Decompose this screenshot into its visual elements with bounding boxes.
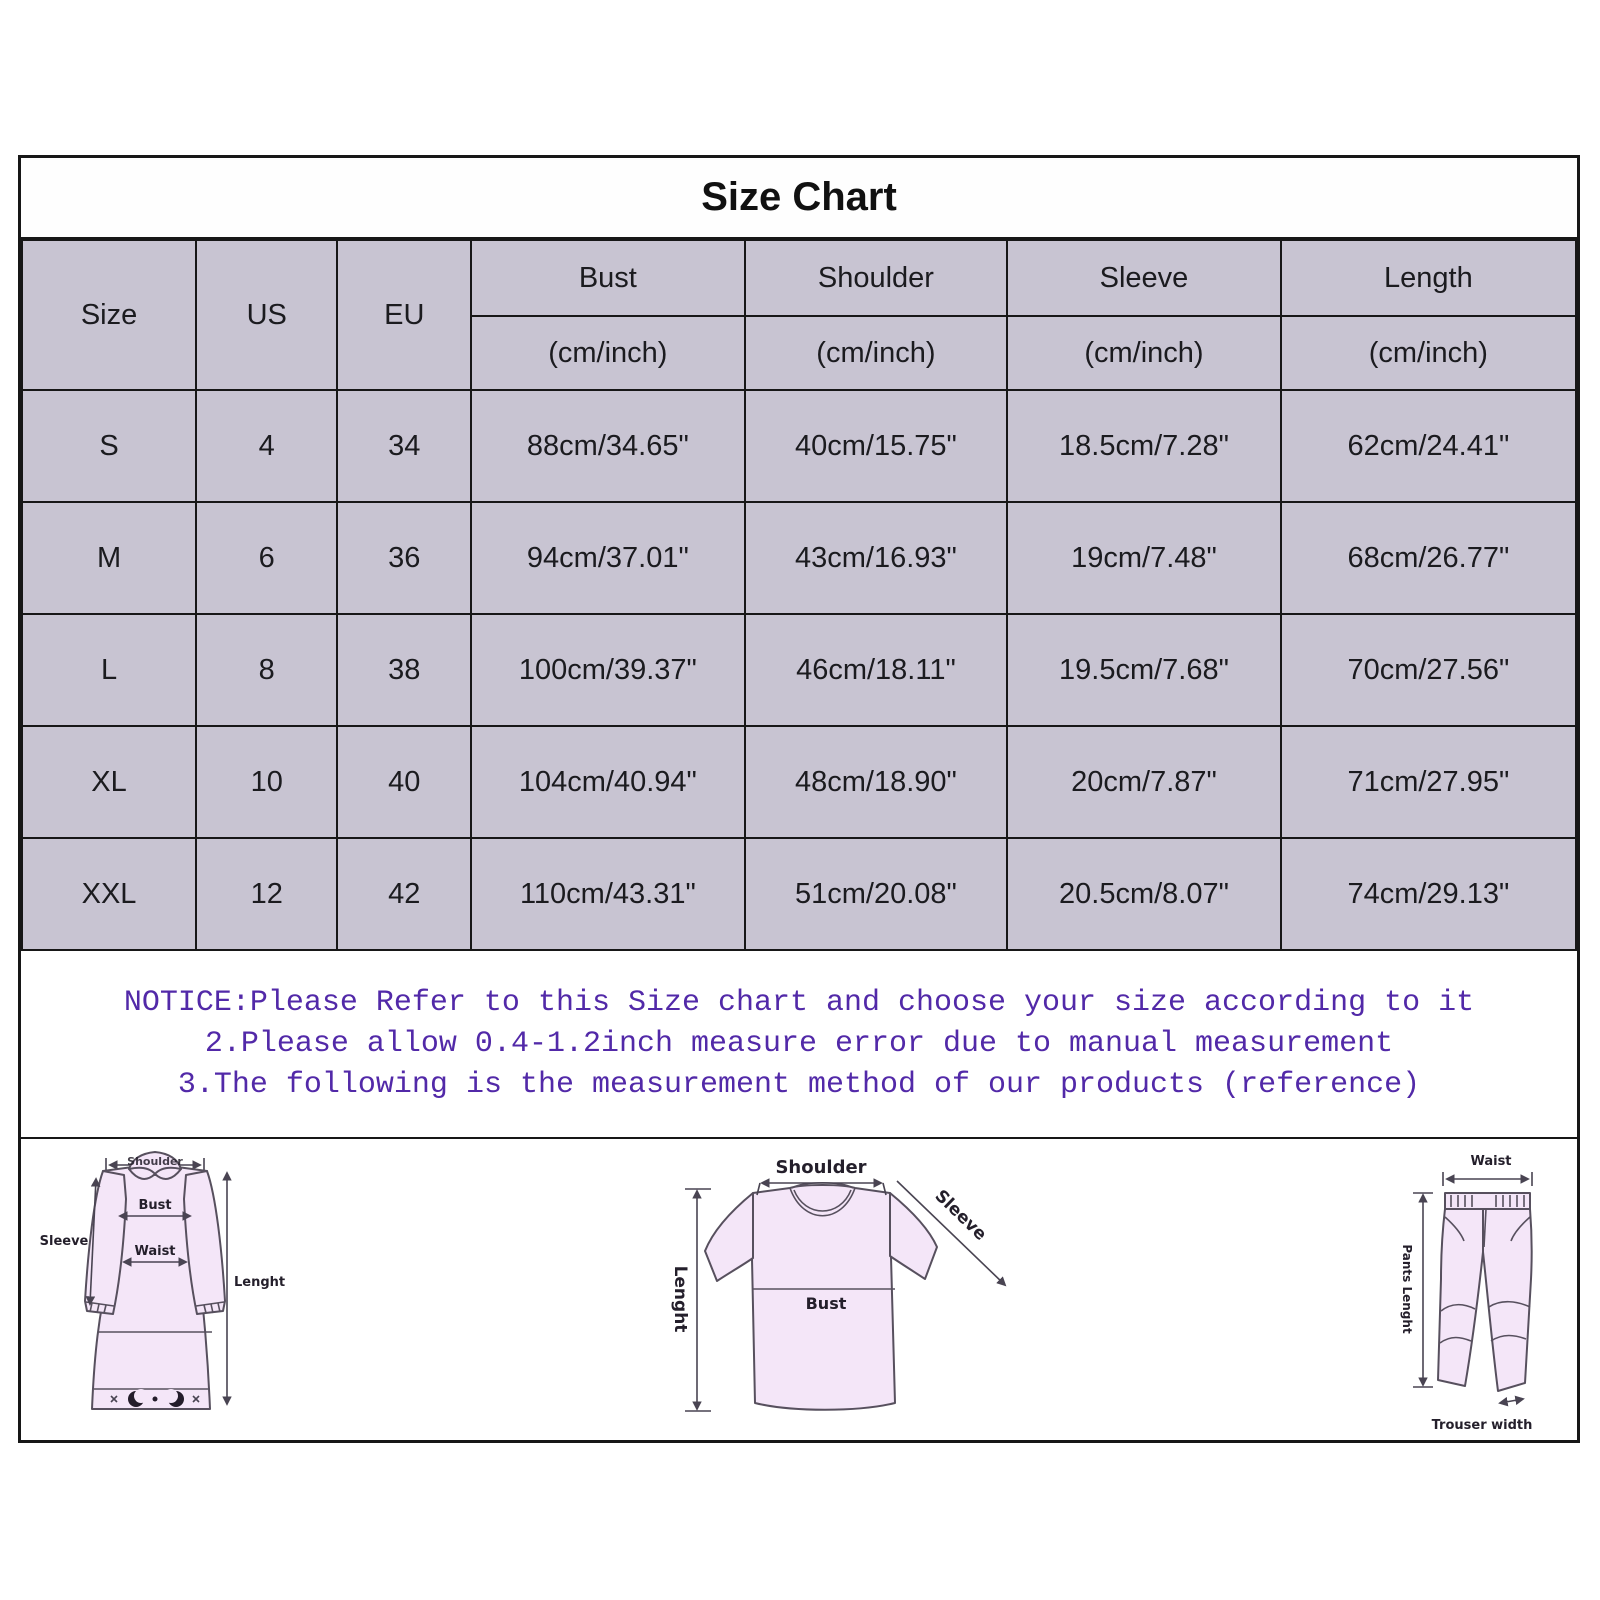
cell-shoulder: 48cm/18.90" <box>745 726 1008 838</box>
notice-line-1: NOTICE:Please Refer to this Size chart and choose your size according to it <box>123 985 1475 1020</box>
table-row-s <box>22 390 1576 502</box>
cell-sleeve: 19.5cm/7.68" <box>1007 614 1281 726</box>
title-bar <box>21 158 1577 239</box>
notice-line-3: 3.The following is the measurement method of our products (reference) <box>177 1067 1421 1102</box>
cell-sleeve: 20cm/7.87" <box>1007 726 1281 838</box>
tshirt-right-sleeve <box>890 1193 937 1279</box>
dress-bust-label: Bust <box>138 1198 172 1213</box>
unit-label-shoulder: (cm/inch) <box>745 316 1008 390</box>
unit-label-sleeve: (cm/inch) <box>1007 316 1281 390</box>
size-table <box>21 239 1577 951</box>
pants-diagram <box>1351 1149 1551 1439</box>
cell-us: 10 <box>196 726 337 838</box>
notice-block <box>21 951 1577 1139</box>
cell-shoulder: 46cm/18.11" <box>745 614 1008 726</box>
cell-us: 4 <box>196 390 337 502</box>
measurement-diagrams <box>21 1139 1577 1440</box>
table-row-m <box>22 502 1576 614</box>
cell-sleeve: 20.5cm/8.07" <box>1007 838 1281 950</box>
cell-sleeve: 18.5cm/7.28" <box>1007 390 1281 502</box>
cell-length: 74cm/29.13" <box>1281 838 1576 950</box>
unit-label-bust: (cm/inch) <box>471 316 745 390</box>
table-row-xl <box>22 726 1576 838</box>
pants-length-label: Pants Lenght <box>1400 1244 1414 1334</box>
col-header-eu: EU <box>337 240 471 390</box>
tshirt-length-label: Lenght <box>670 1265 690 1333</box>
tshirt-left-sleeve <box>705 1193 753 1281</box>
notice-line-2: 2.Please allow 0.4-1.2inch measure error due to manual measurement <box>204 1026 1394 1061</box>
cell-us: 8 <box>196 614 337 726</box>
col-header-shoulder: Shoulder <box>745 240 1008 316</box>
dot-icon <box>153 1397 158 1402</box>
dress-shoulder-label: Shoulder <box>127 1155 183 1168</box>
unit-label-length: (cm/inch) <box>1281 316 1576 390</box>
dress-waist-label: Waist <box>134 1244 176 1259</box>
cell-size: L <box>22 614 196 726</box>
dress-length-label: Lenght <box>234 1275 286 1290</box>
dress-diagram <box>36 1141 286 1416</box>
table-row-xxl <box>22 838 1576 950</box>
pants-right-leg <box>1483 1209 1532 1391</box>
col-header-length: Length <box>1281 240 1576 316</box>
cell-length: 68cm/26.77" <box>1281 502 1576 614</box>
cell-length: 62cm/24.41" <box>1281 390 1576 502</box>
cell-us: 6 <box>196 502 337 614</box>
cell-eu: 34 <box>337 390 471 502</box>
tshirt-sleeve-label: Sleeve <box>930 1186 991 1245</box>
cell-size: S <box>22 390 196 502</box>
cell-bust: 100cm/39.37" <box>471 614 745 726</box>
dress-sleeve-label: Sleeve <box>39 1234 89 1249</box>
pants-waist-label: Waist <box>1470 1154 1512 1169</box>
col-header-size: Size <box>22 240 196 390</box>
cell-shoulder: 40cm/15.75" <box>745 390 1008 502</box>
cell-bust: 104cm/40.94" <box>471 726 745 838</box>
cell-eu: 42 <box>337 838 471 950</box>
col-header-us: US <box>196 240 337 390</box>
col-header-sleeve: Sleeve <box>1007 240 1281 316</box>
tshirt-diagram <box>621 1151 1041 1431</box>
cell-us: 12 <box>196 838 337 950</box>
cell-bust: 88cm/34.65" <box>471 390 745 502</box>
cell-length: 71cm/27.95" <box>1281 726 1576 838</box>
col-header-bust: Bust <box>471 240 745 316</box>
cell-size: M <box>22 502 196 614</box>
cell-shoulder: 43cm/16.93" <box>745 502 1008 614</box>
cell-eu: 40 <box>337 726 471 838</box>
pants-length-measure-line <box>1413 1193 1433 1387</box>
page-title: Size Chart <box>701 175 897 219</box>
size-chart-box <box>18 155 1580 1443</box>
pants-waist-measure-line <box>1443 1172 1532 1186</box>
cell-size: XXL <box>22 838 196 950</box>
cell-bust: 110cm/43.31" <box>471 838 745 950</box>
tshirt-shoulder-label: Shoulder <box>775 1157 867 1178</box>
cell-size: XL <box>22 726 196 838</box>
tshirt-bust-label: Bust <box>805 1294 847 1313</box>
cell-length: 70cm/27.56" <box>1281 614 1576 726</box>
cell-eu: 36 <box>337 502 471 614</box>
table-row-l <box>22 614 1576 726</box>
cell-shoulder: 51cm/20.08" <box>745 838 1008 950</box>
pants-trouser-width-measure-line <box>1500 1399 1523 1403</box>
cell-eu: 38 <box>337 614 471 726</box>
cell-sleeve: 19cm/7.48" <box>1007 502 1281 614</box>
pants-trouser-width-label: Trouser width <box>1431 1418 1533 1433</box>
cell-bust: 94cm/37.01" <box>471 502 745 614</box>
